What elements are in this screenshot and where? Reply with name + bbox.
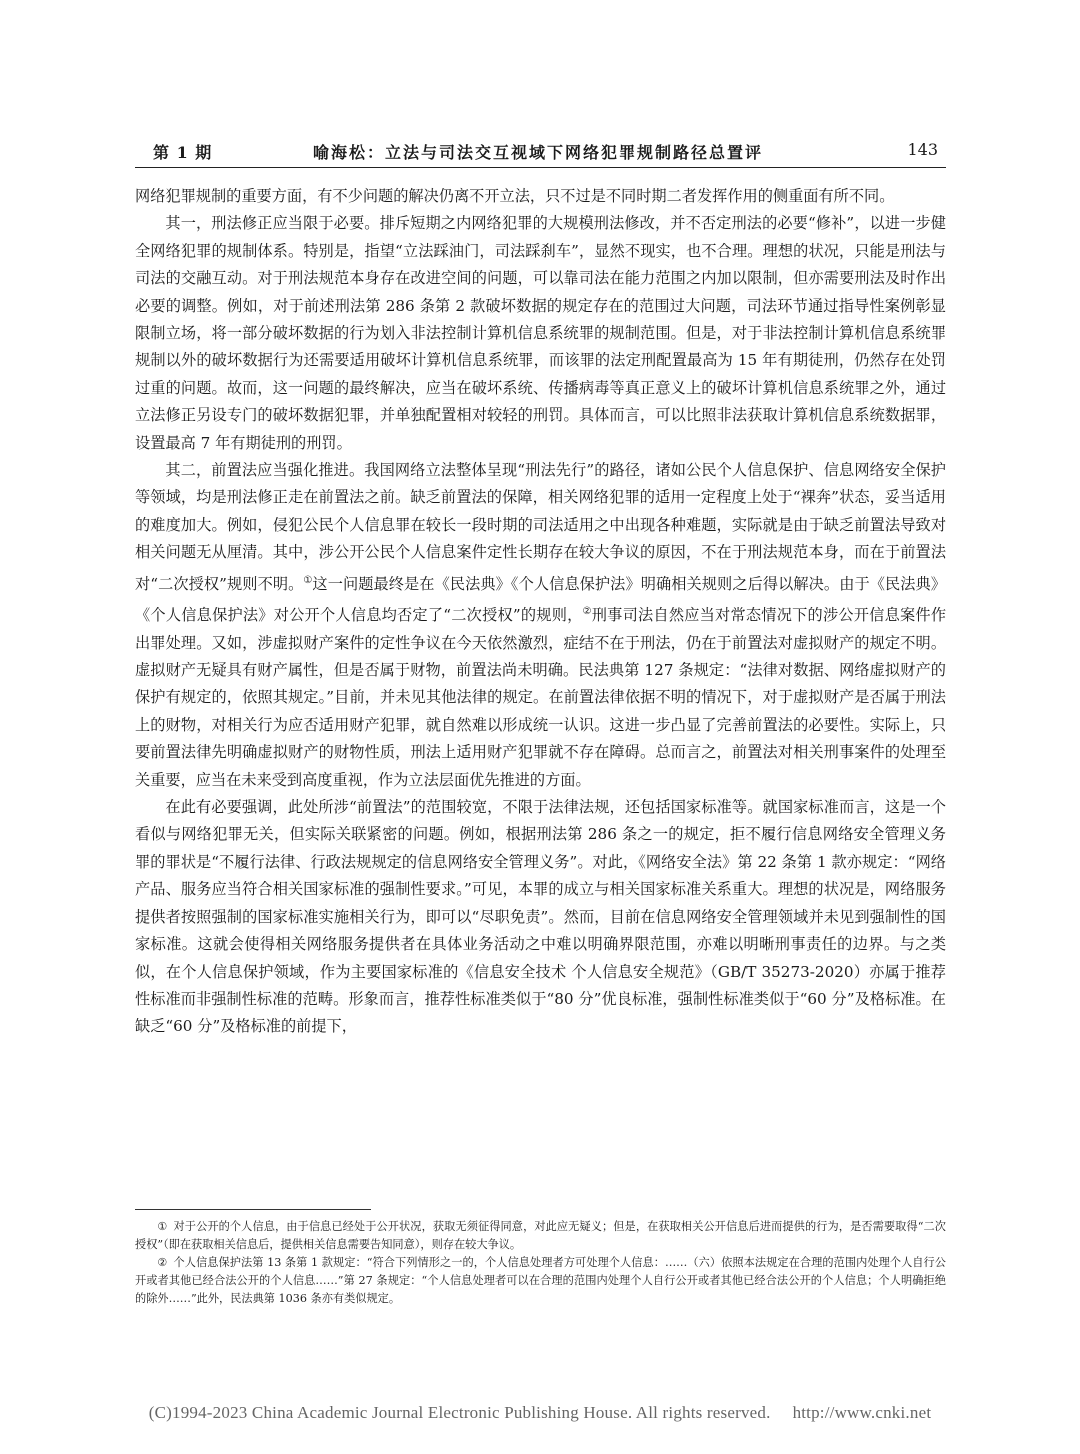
footnote-mark: ② xyxy=(157,1256,168,1269)
copyright-notice: (C)1994-2023 China Academic Journal Electronic Publishing House. All rights reserved. xyxy=(148,1403,771,1422)
running-title: 喻海松：立法与司法交互视域下网络犯罪规制路径总置评 xyxy=(313,143,764,162)
paragraph-text: 刑事司法自然应当对常态情况下的涉公开信息案件作出罪处理。又如，涉虚拟财产案件的定性争议在今天依然激烈，症结不在于刑法，仍在于前置法对虚拟财产的规定不明。虚拟财产无疑具有财产属性，但是否属于财物，前置法尚未明确。民法典第 127 条规定：“法律对数据、网络虚拟财产的保护有规定的，依照其规定。”目前，并未见其他法律的规定。在前置法律依据不明的情况下，对于虚拟财产是否属于刑法上的财物，对相关行为应否适用财产犯罪，就自然难以形成统一认识。这进一步凸显了完善前置法的必要性。实际上，只要前置法律先明确虚拟财产的财物性质，刑法上适用财产犯罪就不存在障碍。总而言之，前置法对相关刑事案件的处理至关重要，应当在未来受到高度重视，作为立法层面优先推进的方面。 xyxy=(135,606,947,789)
article-body xyxy=(135,183,946,1041)
footnotes xyxy=(135,1218,946,1308)
page-number: 143 xyxy=(907,140,938,159)
footnote-divider xyxy=(135,1209,371,1210)
footnote-text: 对于公开的个人信息，由于信息已经处于公开状况，获取无须征得同意，对此应无疑义；但是，在获取相关公开信息后进而提供的行为，是否需要取得“二次授权”（即在获取相关信息后，提供相关信息需要告知同意），则存在较大争议。 xyxy=(135,1220,946,1251)
header-divider xyxy=(135,167,946,168)
paragraph: 其一，刑法修正应当限于必要。排斥短期之内网络犯罪的大规模刑法修改，并不否定刑法的必要“修补”，以进一步健全网络犯罪的规制体系。特别是，指望“立法踩油门，司法踩刹车”，显然不现实，也不合理。理想的状况，只能是刑法与司法的交融互动。对于刑法规范本身存在改进空间的问题，可以靠司法在能力范围之内加以限制，但亦需要刑法及时作出必要的调整。例如，对于前述刑法第 286 条第 2 款破坏数据的规定存在的范围过大问题，司法环节通过指导性案例彰显限制立场，将一部分破坏数据的行为划入非法控制计算机信息系统罪的规制范围。但是，对于非法控制计算机信息系统罪规制以外的破坏数据行为还需要适用破坏计算机信息系统罪，而该罪的法定刑配置最高为 15 年有期徒刑，仍然存在处罚过重的问题。故而，这一问题的最终解决，应当在破坏系统、传播病毒等真正意义上的破坏计算机信息系统罪之外，通过立法修正另设专门的破坏数据犯罪，并单独配置相对较轻的刑罚。具体而言，可以比照非法获取计算机信息系统数据罪，设置最高 7 年有期徒刑的刑罚。 xyxy=(135,214,946,452)
paragraph-text: 这一问题最终是在《民法典》《个人信息保护法》明确相关规则之后得以解决。由于《民法典》《个人信息保护法》对公开个人信息均否定了“二次授权”的规则， xyxy=(135,574,946,625)
footnote xyxy=(135,1254,946,1308)
footnote xyxy=(135,1218,946,1254)
footnote-ref[interactable]: ① xyxy=(303,574,313,586)
paragraph-text: 其二，前置法应当强化推进。我国网络立法整体呈现“刑法先行”的路径，诸如公民个人信息保护、信息网络安全保护等领域，均是刑法修正走在前置法之前。缺乏前置法的保障，相关网络犯罪的适用一定程度上处于“裸奔”状态，妥当适用的难度加大。例如，侵犯公民个人信息罪在较长一段时期的司法适用之中出现各种难题，实际就是由于缺乏前置法导致对相关问题无从厘清。其中，涉公开公民个人信息案件定性长期存在较大争议的原因，不在于刑法规范本身，而在于前置法对“二次授权”规则不明。 xyxy=(135,461,946,593)
running-header xyxy=(135,138,946,166)
footnote-mark: ① xyxy=(157,1220,168,1233)
cnki-url[interactable]: http://www.cnki.net xyxy=(792,1403,932,1422)
issue-label: 第 1 期 xyxy=(153,143,213,162)
footnote-ref[interactable]: ② xyxy=(582,606,592,618)
copyright-line xyxy=(0,1403,1080,1423)
paragraph xyxy=(135,457,946,794)
paragraph: 网络犯罪规制的重要方面，有不少问题的解决仍离不开立法，只不过是不同时期二者发挥作用的侧重面有所不同。 xyxy=(135,187,895,205)
paragraph: 在此有必要强调，此处所涉“前置法”的范围较宽，不限于法律法规，还包括国家标准等。就国家标准而言，这是一个看似与网络犯罪无关，但实际关联紧密的问题。例如，根据刑法第 286 条之一的规定，拒不履行信息网络安全管理义务罪的罪状是“不履行法律、行政法规规定的信息网络安全管理义务”。对此，《网络安全法》第 22 条第 1 款亦规定：“网络产品、服务应当符合相关国家标准的强制性要求。”可见，本罪的成立与相关国家标准关系重大。理想的状况是，网络服务提供者按照强制的国家标准实施相关行为，即可以“尽职免责”。然而，目前在信息网络安全管理领域并未见到强制性的国家标准。这就会使得相关网络服务提供者在具体业务活动之中难以明确界限范围，亦难以明晰刑事责任的边界。与之类似，在个人信息保护领域，作为主要国家标准的《信息安全技术 个人信息安全规范》（GB/T 35273-2020）亦属于推荐性标准而非强制性标准的范畴。形象而言，推荐性标准类似于“80 分”优良标准，强制性标准类似于“60 分”及格标准。在缺乏“60 分”及格标准的前提下， xyxy=(135,798,946,1036)
footnote-text: 个人信息保护法第 13 条第 1 款规定：“符合下列情形之一的，个人信息处理者方可处理个人信息：……（六）依照本法规定在合理的范围内处理个人自行公开或者其他已经合法公开的个人信息……”第 27 条规定：“个人信息处理者可以在合理的范围内处理个人自行公开或者其他已经合法公开的个人信息；个人明确拒绝的除外……”此外，民法典第 1036 条亦有类似规定。 xyxy=(135,1256,946,1305)
